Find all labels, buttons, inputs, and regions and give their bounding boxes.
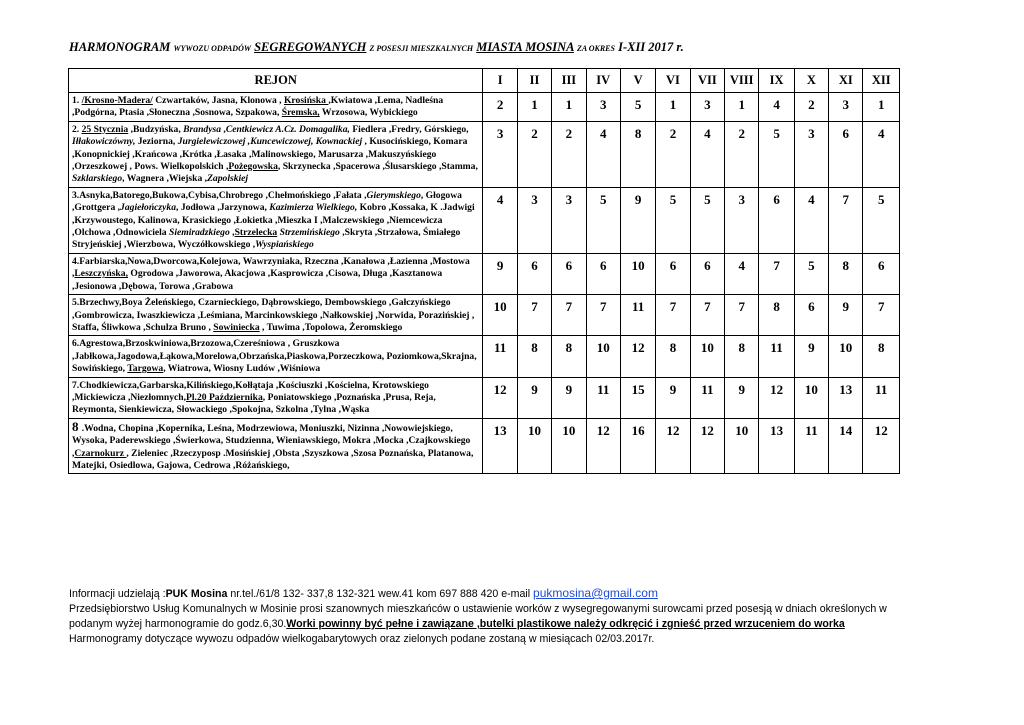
footer-phones: nr.tel./61/8 132- 337,8 132-321 wew.41 kom 697 888 420 e-mail (227, 588, 534, 600)
street-text: Szklarskiego (72, 173, 123, 185)
street-text: Centkiewicz A.Cz. Domagalika, (225, 123, 350, 135)
pickup-day: 5 (690, 187, 724, 253)
table-body (69, 93, 900, 474)
pickup-day: 1 (552, 93, 586, 122)
pickup-day: 5 (586, 187, 620, 253)
pickup-day: 2 (483, 93, 517, 122)
footer-contact-label: Informacji udzielają : (69, 588, 166, 600)
table-row (69, 121, 900, 187)
footer-line-4: Harmonogramy dotyczące wywozu odpadów wielkogabarytowych oraz zielonych podane zostaną w miesiącach 02/03.2017r. (69, 633, 655, 645)
email-link[interactable]: pukmosina@gmail.com (533, 586, 658, 600)
street-text: Pl.20 Października (186, 391, 263, 403)
street-text: Wrzosowa, Wybickiego (319, 107, 418, 119)
title-part: HARMONOGRAM (69, 40, 171, 54)
pickup-day: 8 (725, 336, 759, 377)
pickup-day: 10 (794, 377, 828, 418)
pickup-day: 5 (759, 121, 794, 187)
pickup-day: 9 (483, 253, 517, 294)
footer (69, 586, 969, 647)
pickup-day: 10 (690, 336, 724, 377)
street-text: 4.Farbiarska,Nowa,Dworcowa,Kolejowa, Wawrzyniaka, Rzeczna ,Kanałowa ,Łazienna ,Mostowa , (72, 255, 470, 280)
street-text: , Wiatrowa, Wiosny Ludów ,Wiśniowa (163, 363, 321, 375)
region-streets (69, 418, 483, 474)
pickup-day: 2 (794, 93, 828, 122)
pickup-day: 3 (552, 187, 586, 253)
pickup-day: 8 (759, 295, 794, 336)
table-row (69, 253, 900, 294)
pickup-day: 6 (794, 295, 828, 336)
footer-line-2: Przedsiębiorstwo Usług Komunalnych w Mosinie prosi szanownych mieszkańców o ustawienie worków z wysegregowanymi surowcami przed posesją w dniach określonych w (69, 603, 887, 615)
pickup-day: 8 (552, 336, 586, 377)
pickup-day: 9 (725, 377, 759, 418)
pickup-day: 11 (620, 295, 655, 336)
pickup-day: 3 (586, 93, 620, 122)
region-streets (69, 336, 483, 377)
pickup-day: 4 (586, 121, 620, 187)
pickup-day: 12 (483, 377, 517, 418)
pickup-day: 8 (656, 336, 690, 377)
street-text: Krosińska (283, 95, 329, 106)
pickup-day: 7 (759, 253, 794, 294)
street-text: , Zieleniec ,Rzeczyposp .Mosińskiej ,Obsta ,Szyszkowa ,Szosa Poznańska, Platanowa, Matejki, Osiedlowa, Gajowa, Cedrowa ,Różańskiego, (72, 447, 474, 471)
pickup-day: 9 (829, 295, 863, 336)
pickup-day: 10 (829, 336, 863, 377)
header-row (69, 69, 900, 93)
footer-bag-instructions: Worki powinny być pełne i zawiązane ,butelki plastikowe należy odkręcić i zgnieść przed wrzuceniem do worka (286, 618, 845, 630)
pickup-day: 6 (552, 253, 586, 294)
table-row (69, 418, 900, 474)
pickup-day: 10 (517, 418, 551, 474)
header-month: V (620, 69, 655, 93)
street-text: Czwartaków, Jasna, Klonowa , (152, 95, 284, 106)
pickup-day: 3 (829, 93, 863, 122)
header-month: IV (586, 69, 620, 93)
header-month: III (552, 69, 586, 93)
street-text: Strzelecka (234, 227, 278, 239)
title-part: I-XII 2017 r. (618, 40, 684, 54)
pickup-day: 9 (517, 377, 551, 418)
pickup-day: 5 (863, 187, 900, 253)
pickup-day: 10 (586, 336, 620, 377)
street-text: Fiedlera ,Fredry, Górskiego, (349, 123, 469, 135)
street-text: 5.Brzechwy,Boya Żeleńskiego, Czarnieckiego, Dąbrowskiego, Dembowskiego ,Gałczyńskiego ,Gombrowicza, Iwaszkiewicza ,Leśmiana, Marcinkowskiego ,Nałkowskiej ,Norwida, Porazińskiej , Staffa, Śliwkowa ,Schulza Bruno , (72, 297, 475, 333)
street-text: 2. (72, 123, 82, 135)
region-streets (69, 377, 483, 418)
pickup-day: 3 (725, 187, 759, 253)
pickup-day: 1 (863, 93, 900, 122)
pickup-day: 6 (759, 187, 794, 253)
header-month: VI (656, 69, 690, 93)
pickup-day: 15 (620, 377, 655, 418)
pickup-day: 7 (517, 295, 551, 336)
pickup-day: 3 (517, 187, 551, 253)
street-text: , (229, 227, 235, 239)
street-text: , Jodłowa ,Jarzynowa, (176, 202, 270, 214)
pickup-day: 11 (586, 377, 620, 418)
pickup-day: 10 (620, 253, 655, 294)
header-region: REJON (69, 69, 483, 93)
pickup-day: 12 (586, 418, 620, 474)
pickup-day: 6 (690, 253, 724, 294)
pickup-day: 8 (863, 336, 900, 377)
street-text: Jeziorna, (135, 136, 178, 148)
pickup-day: 2 (552, 121, 586, 187)
street-text: , (221, 123, 226, 135)
pickup-day: 6 (656, 253, 690, 294)
pickup-day: 1 (517, 93, 551, 122)
pickup-day: 16 (620, 418, 655, 474)
street-text: , Wagnera ,Wiejska , (122, 173, 208, 185)
pickup-day: 5 (656, 187, 690, 253)
pickup-day: 11 (759, 336, 794, 377)
street-text: Ogrodowa ,Jaworowa, Akacjowa ,Kasprowicza ,Cisowa, Długa ,Kasztanowa ,Jesionowa ,Dębowa, Torowa ,Grabowa (72, 268, 443, 292)
pickup-day: 6 (517, 253, 551, 294)
pickup-day: 13 (759, 418, 794, 474)
pickup-day: 8 (829, 253, 863, 294)
pickup-day: 12 (620, 336, 655, 377)
street-text: .Wodna, Chopina ,Kopernika, Leśna, Modrzewiowa, Moniuszki, Nizinna ,Nowowiejskiego, Wysoka, Paderewskiego ,Świerkowa, Studzienna, Wieniawskiego, Mokra ,Mocka ,Czajkowskiego , (72, 422, 471, 459)
header-month: VIII (725, 69, 759, 93)
street-text: ,Skryta ,Strzałowa, Śmiałego Stryjeńskiej ,Wierzbowa, Wyczółkowskiego , (72, 227, 461, 251)
table-row (69, 336, 900, 377)
pickup-day: 4 (690, 121, 724, 187)
street-text: ,Budzyńska, (128, 123, 184, 135)
street-text: 25 Stycznia (81, 123, 129, 135)
pickup-day: 3 (690, 93, 724, 122)
document-title (69, 40, 969, 55)
street-text: Sowiniecka (213, 321, 260, 333)
pickup-day: 5 (620, 93, 655, 122)
footer-line-3 (69, 617, 969, 632)
region-streets (69, 253, 483, 294)
header-month: XI (829, 69, 863, 93)
pickup-day: 7 (829, 187, 863, 253)
street-text: , Kusocińskiego, Komara ,Konopnickiej ,Krańcowa ,Krótka ,Łasaka ,Malinowskiego, Marusarza ,Makuszyńskiego ,Orzeszkowej , Pows. Wielkopolskich , (72, 136, 468, 173)
header-month: XII (863, 69, 900, 93)
header-month: II (517, 69, 551, 93)
table-row (69, 377, 900, 418)
pickup-day: 9 (552, 377, 586, 418)
title-part: ZA OKRES (576, 44, 615, 53)
region-streets (69, 93, 483, 122)
street-text: 7.Chodkiewicza,Garbarska,Kilińskiego,Kołłątaja ,Kościuszki ,Kościelna, Krotowskiego ,Mickiewicza ,Niezłomnych, (72, 379, 429, 403)
street-text: ,Kwiatowa ,Lema, Nadleśna ,Podgórna, Ptasia ,Słoneczna ,Sosnowa, Szpakowa, (72, 95, 444, 119)
pickup-day: 12 (656, 418, 690, 474)
pickup-day: 4 (863, 121, 900, 187)
pickup-day: 4 (483, 187, 517, 253)
pickup-day: 7 (656, 295, 690, 336)
street-text: , Głogowa ,Grottgera , (72, 189, 462, 214)
pickup-day: 8 (517, 336, 551, 377)
pickup-day: 1 (656, 93, 690, 122)
footer-company: PUK Mosina (165, 588, 228, 600)
street-text: Leszczyńska, (74, 268, 128, 280)
pickup-day: 11 (794, 418, 828, 474)
pickup-day: 7 (863, 295, 900, 336)
pickup-day: 7 (586, 295, 620, 336)
pickup-day: 4 (759, 93, 794, 122)
table-row (69, 93, 900, 122)
schedule-table (68, 68, 900, 474)
footer-deadline: podanym wyżej harmonogramie do godz.6,30. (69, 618, 287, 630)
region-streets (69, 187, 483, 253)
table-row (69, 187, 900, 253)
table-row (69, 295, 900, 336)
pickup-day: 14 (829, 418, 863, 474)
pickup-day: 3 (483, 121, 517, 187)
region-streets (69, 121, 483, 187)
pickup-day: 10 (483, 295, 517, 336)
title-part: MIASTA MOSINA (476, 40, 574, 54)
street-text: Jurgielewiczowej ,Kuncewiczowej, Kownackiej (177, 136, 363, 148)
street-text: Siemiradzkiego (169, 227, 230, 239)
header-month: I (483, 69, 517, 93)
street-text: 8 (72, 418, 82, 434)
pickup-day: 13 (483, 418, 517, 474)
pickup-day: 12 (863, 418, 900, 474)
street-text: 3.Asnyka,Batorego,Bukowa,Cybisa,Chrobrego ,Chełmońskiego ,Fałata , (72, 189, 367, 201)
street-text: Czarnokurz (74, 447, 127, 459)
pickup-day: 1 (725, 93, 759, 122)
pickup-day: 6 (863, 253, 900, 294)
pickup-day: 4 (794, 187, 828, 253)
pickup-day: 7 (552, 295, 586, 336)
pickup-day: 7 (725, 295, 759, 336)
street-text: Brandysa (183, 123, 222, 135)
pickup-day: 5 (794, 253, 828, 294)
pickup-day: 6 (829, 121, 863, 187)
street-text: Zapolskiej (207, 173, 249, 185)
street-text: , Tuwima ,Topolowa, Żeromskiego (259, 321, 403, 333)
street-text: , Poniatowskiego ,Poznańska ,Prusa, Reja, Reymonta, Sienkiewicza, Słowackiego ,Spokojna, Szkolna ,Tylna ,Wąska (72, 391, 436, 416)
street-text: Kobro ,Kossaka, K .Jadwigi ,Krzywoustego, Kalinowa, Krasickiego ,Łokietka ,Mieszka I ,Malczewskiego ,Niemcewicza ,Olchowa ,Odnowiciela (72, 202, 475, 239)
street-text: Gierymskiego (366, 189, 421, 201)
pickup-day: 7 (690, 295, 724, 336)
pickup-day: 11 (690, 377, 724, 418)
region-streets (69, 295, 483, 336)
title-part: SEGREGOWANYCH (254, 40, 367, 54)
pickup-day: 6 (586, 253, 620, 294)
title-part: WYWOZU ODPADÓW (173, 44, 251, 53)
header-month: IX (759, 69, 794, 93)
street-text: Pożegowska (228, 161, 278, 173)
pickup-day: 9 (794, 336, 828, 377)
pickup-day: 2 (517, 121, 551, 187)
pickup-day: 10 (552, 418, 586, 474)
street-text: Iłłakowiczówny, (72, 136, 136, 148)
pickup-day: 2 (656, 121, 690, 187)
pickup-day: 10 (725, 418, 759, 474)
title-part: Z POSESJI MIESZKALNYCH (369, 44, 474, 53)
pickup-day: 12 (759, 377, 794, 418)
pickup-day: 3 (794, 121, 828, 187)
street-text: /Krosno-Madera/ (81, 95, 153, 106)
street-text: Kazimierza Wielkiego, (269, 202, 358, 214)
header-month: VII (690, 69, 724, 93)
pickup-day: 2 (725, 121, 759, 187)
street-text: , Skrzynecka ,Spacerowa ,Ślusarskiego ,Stamma, (277, 161, 478, 173)
street-text: Strzemińskiego (279, 227, 340, 239)
street-text: Targowa (127, 363, 164, 375)
pickup-day: 13 (829, 377, 863, 418)
pickup-day: 11 (483, 336, 517, 377)
pickup-day: 9 (656, 377, 690, 418)
pickup-day: 12 (690, 418, 724, 474)
pickup-day: 9 (620, 187, 655, 253)
pickup-day: 4 (725, 253, 759, 294)
street-text: Wyspiańskiego (255, 239, 314, 251)
pickup-day: 8 (620, 121, 655, 187)
footer-contact-line (69, 586, 969, 602)
street-text: Śremska, (281, 107, 320, 119)
street-text: Jagiełończyka (120, 202, 177, 214)
street-text: 1. (72, 95, 82, 106)
street-text: 6.Agrestowa,Brzoskwiniowa,Brzozowa,Czereśniowa , Gruszkowa ,Jabłkowa,Jagodowa,Łąkowa,Morelowa,Obrzańska,Piaskowa,Porzeczkowa, Poziomkowa,Skrajna, Sowińskiego, (72, 338, 477, 375)
pickup-day: 11 (863, 377, 900, 418)
header-month: X (794, 69, 828, 93)
